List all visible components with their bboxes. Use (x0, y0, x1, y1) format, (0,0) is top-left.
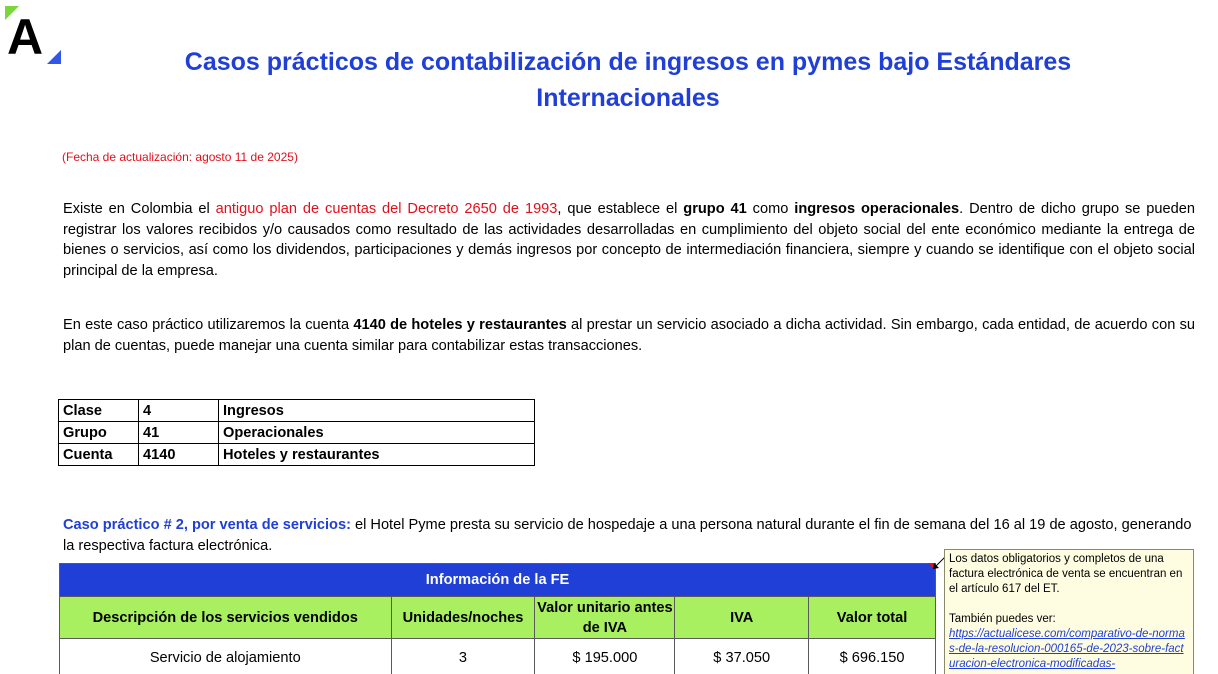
intro-paragraph: Existe en Colombia el antiguo plan de cuentas del Decreto 2650 de 1993, que establece el grupo 41 como ingresos operacionales. Dentro de dicho grupo se pueden registrar los valores recibidos y/o causados como resultado de las actividades desarrolladas en cumplimiento del objeto social del ente económico mediante la entrega de bienes o servicios, así como los dividendos, participaciones y demás ingresos por concepto de intermediación financiera, siempre y cuando se identifique con el objeto social principal de la empresa. (63, 201, 1196, 279)
svg-text:A: A (7, 9, 44, 64)
table-row: Servicio de alojamiento 3 $ 195.000 $ 37.050 $ 696.150 (60, 639, 936, 674)
table-row: Grupo 41 Operacionales (59, 422, 535, 444)
col-total: Valor total (809, 597, 936, 639)
case-description: Caso práctico # 2, por venta de servicios: el Hotel Pyme presta su servicio de hospedaje a una persona natural durante el fin de semana del 16 al 19 de agosto, generando la respectiva factura electrónica. (63, 517, 1192, 554)
decree-link[interactable]: antiguo plan de cuentas del Decreto 2650 de 1993 (215, 201, 558, 217)
page-title: Casos prácticos de contabilización de ingresos en pymes bajo Estándares Internacionales (184, 48, 1072, 112)
cell-comment: Los datos obligatorios y completos de una factura electrónica de venta se encuentran en el artículo 617 del ET. También puedes ver: https://actualicese.com/comparativo-de-normas-de-la-resolucion-000165-de-2023-sobre-facturacion-electronica-modificadas- (944, 549, 1194, 674)
actualicese-logo (5, 6, 61, 64)
update-date: (Fecha de actualización: agosto 11 de 2025) (62, 150, 298, 164)
account-table (58, 399, 535, 466)
col-unit-value: Valor unitario antes de IVA (535, 597, 675, 639)
col-description: Descripción de los servicios vendidos (60, 597, 392, 639)
col-iva: IVA (675, 597, 809, 639)
table-row: Cuenta 4140 Hoteles y restaurantes (59, 444, 535, 466)
case-heading: Caso práctico # 2, por venta de servicios: (63, 517, 351, 533)
col-units: Unidades/noches (391, 597, 535, 639)
account-paragraph: En este caso práctico utilizaremos la cuenta 4140 de hoteles y restaurantes al prestar un servicio asociado a dicha actividad. Sin embargo, cada entidad, de acuerdo con su plan de cuentas, puede manejar una cuenta similar para contabilizar estas transacciones. (63, 317, 1195, 354)
table-row: Clase 4 Ingresos (59, 400, 535, 422)
fe-table (59, 563, 936, 674)
comment-link[interactable]: https://actualicese.com/comparativo-de-normas-de-la-resolucion-000165-de-2023-sobre-facturacion-electronica-modificadas- (949, 628, 1185, 670)
fe-table-title: Información de la FE (60, 564, 936, 597)
